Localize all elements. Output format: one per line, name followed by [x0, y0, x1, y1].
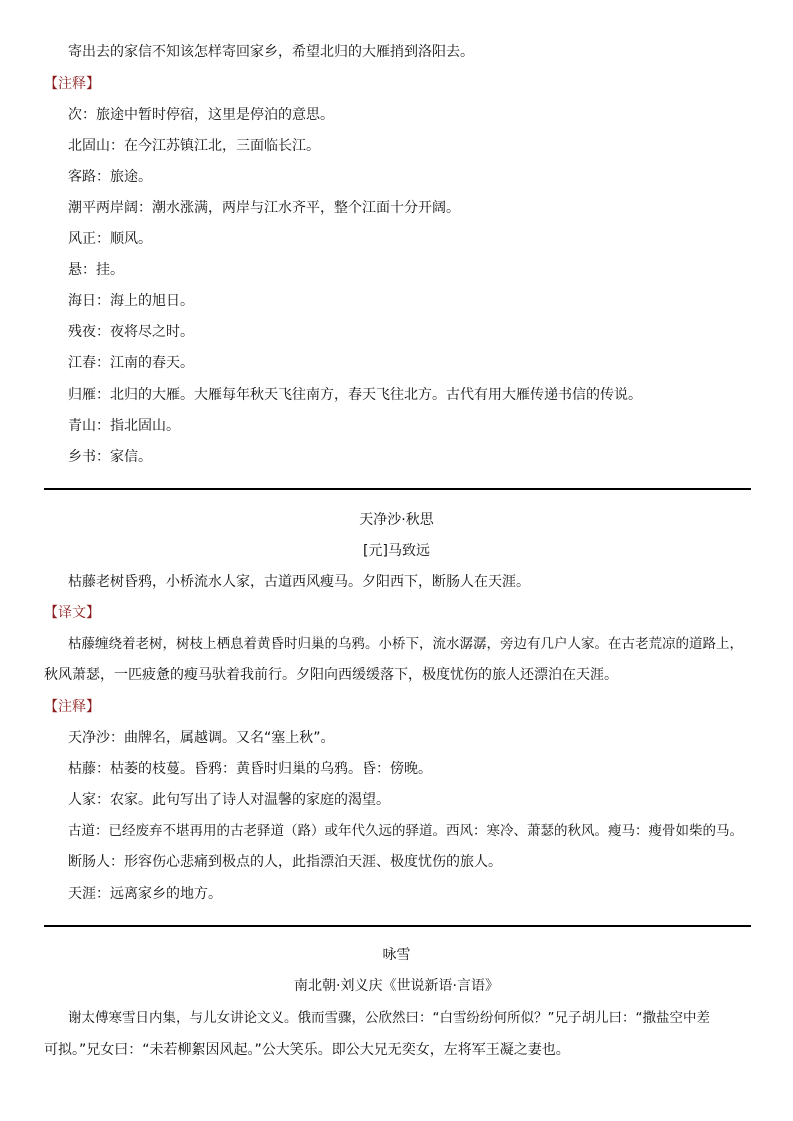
section-divider [44, 925, 751, 927]
note-item: 客路：旅途。 [68, 169, 152, 185]
note-item: 残夜：夜将尽之时。 [68, 324, 194, 340]
poem-author: [元]马致远 [363, 543, 430, 559]
note-item: 天净沙：曲牌名，属越调。又名“塞上秋”。 [68, 730, 335, 746]
note-item: 古道：已经废弃不堪再用的古老驿道（路）或年代久远的驿道。西风：寒冷、萧瑟的秋风。瘦马：瘦骨如柴的马。 [68, 823, 743, 839]
note-item: 海日：海上的旭日。 [68, 293, 194, 309]
note-item: 青山：指北固山。 [68, 418, 180, 434]
note-item: 风正：顺风。 [68, 231, 152, 247]
note-item: 北固山：在今江苏镇江北，三面临长江。 [68, 138, 320, 154]
note-item: 次：旅途中暂时停宿，这里是停泊的意思。 [68, 107, 334, 123]
note-item: 断肠人：形容伤心悲痛到极点的人，此指漂泊天涯、极度忧伤的旅人。 [68, 854, 502, 870]
notes-heading-2: 【注释】 [44, 699, 100, 715]
section-divider [44, 488, 751, 490]
translation-line: 秋风萧瑟，一匹疲惫的瘦马驮着我前行。夕阳向西缓缓落下，极度忧伤的旅人还漂泊在天涯。 [44, 667, 618, 683]
poem-title: 天净沙·秋思 [359, 512, 434, 528]
poem-text: 枯藤老树昏鸦，小桥流水人家，古道西风瘦马。夕阳西下，断肠人在天涯。 [68, 574, 530, 590]
note-item: 乡书：家信。 [68, 449, 152, 465]
note-item: 江春：江南的春天。 [68, 355, 194, 371]
translation-heading: 【译文】 [44, 605, 100, 621]
essay-title: 咏雪 [382, 947, 411, 963]
essay-text-line: 谢太傅寒雪日内集，与儿女讲论文义。俄而雪骤，公欣然曰：“白雪纷纷何所似？”兄子胡儿曰：“撒盐空中差 [68, 1010, 710, 1026]
note-item: 悬：挂。 [68, 262, 124, 278]
translation-tail: 寄出去的家信不知该怎样寄回家乡，希望北归的大雁捎到洛阳去。 [68, 44, 474, 60]
note-item: 人家：农家。此句写出了诗人对温馨的家庭的渴望。 [68, 792, 390, 808]
note-item: 归雁：北归的大雁。大雁每年秋天飞往南方，春天飞往北方。古代有用大雁传递书信的传说。 [68, 387, 642, 403]
essay-text-line: 可拟。”兄女曰：“未若柳絮因风起。”公大笑乐。即公大兄无奕女，左将军王凝之妻也。 [44, 1042, 570, 1058]
translation-line: 枯藤缠绕着老树，树枝上栖息着黄昏时归巢的乌鸦。小桥下，流水潺潺，旁边有几户人家。在古老荒凉的道路上， [68, 636, 743, 652]
notes-heading-1: 【注释】 [44, 76, 100, 92]
note-item: 枯藤：枯萎的枝蔓。昏鸦：黄昏时归巢的乌鸦。昏：傍晚。 [68, 761, 432, 777]
note-item: 潮平两岸阔：潮水涨满，两岸与江水齐平，整个江面十分开阔。 [68, 200, 460, 216]
note-item: 天涯：远离家乡的地方。 [68, 886, 222, 902]
essay-source: 南北朝·刘义庆《世说新语·言语》 [294, 978, 499, 994]
